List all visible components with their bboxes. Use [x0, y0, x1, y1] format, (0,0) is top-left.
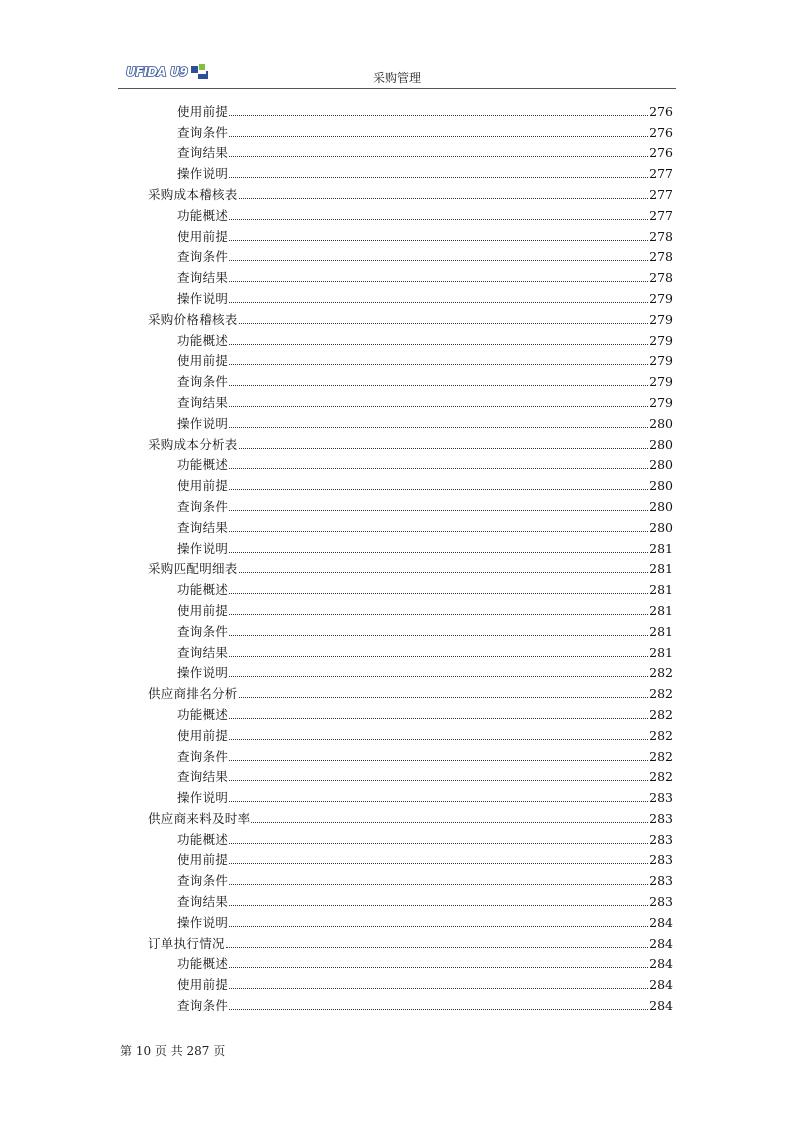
toc-entry-label: 供应商排名分析: [148, 686, 238, 702]
toc-entry-label: 使用前提: [177, 602, 229, 618]
toc-page-number: 281: [649, 623, 673, 639]
toc-entry-label: 查询条件: [177, 623, 229, 639]
toc-entry-label: 查询条件: [177, 873, 229, 889]
toc-entry-label: 使用前提: [177, 852, 229, 868]
toc-page-number: 280: [649, 457, 673, 473]
toc-entry-label: 功能概述: [177, 956, 229, 972]
toc-subsection-entry[interactable]: [148, 348, 673, 369]
toc-dot-leader: [229, 718, 648, 719]
toc-dot-leader: [229, 780, 648, 781]
toc-dot-leader: [229, 843, 648, 844]
toc-dot-leader: [229, 219, 648, 220]
toc-page-number: 282: [649, 769, 673, 785]
toc-entry-label: 查询条件: [177, 748, 229, 764]
toc-dot-leader: [229, 156, 648, 157]
toc-subsection-entry[interactable]: [148, 223, 673, 244]
toc-page-number: 282: [649, 665, 673, 681]
toc-entry-label: 操作说明: [177, 914, 229, 930]
toc-dot-leader: [239, 198, 649, 199]
toc-entry-label: 功能概述: [177, 831, 229, 847]
toc-page-number: 282: [649, 748, 673, 764]
toc-page-number: 283: [649, 790, 673, 806]
toc-entry-label: 查询条件: [177, 998, 229, 1014]
toc-page-number: 282: [649, 727, 673, 743]
toc-entry-label: 采购价格稽核表: [148, 311, 238, 327]
toc-page-number: 276: [649, 145, 673, 161]
toc-subsection-entry[interactable]: [148, 160, 673, 181]
page-header: [118, 56, 676, 89]
toc-entry-label: 使用前提: [177, 727, 229, 743]
toc-dot-leader: [239, 697, 649, 698]
toc-page-number: 280: [649, 478, 673, 494]
toc-subsection-entry[interactable]: [148, 244, 673, 265]
toc-page-number: 276: [649, 103, 673, 119]
toc-dot-leader: [229, 260, 648, 261]
toc-subsection-entry[interactable]: [148, 597, 673, 618]
toc-subsection-entry[interactable]: [148, 847, 673, 868]
toc-section-entry[interactable]: [148, 431, 673, 452]
toc-entry-label: 查询条件: [177, 124, 229, 140]
toc-subsection-entry[interactable]: [148, 701, 673, 722]
toc-page-number: 279: [649, 290, 673, 306]
toc-entry-label: 查询结果: [177, 145, 229, 161]
toc-entry-label: 采购成本分析表: [148, 436, 238, 452]
toc-page-number: 280: [649, 519, 673, 535]
table-of-contents: [148, 98, 673, 1013]
toc-dot-leader: [229, 240, 648, 241]
toc-entry-label: 查询结果: [177, 894, 229, 910]
toc-page-number: 284: [649, 998, 673, 1014]
toc-dot-leader: [229, 177, 648, 178]
toc-subsection-entry[interactable]: [148, 722, 673, 743]
toc-page-number: 283: [649, 810, 673, 826]
toc-entry-label: 功能概述: [177, 207, 229, 223]
toc-entry-label: 采购匹配明细表: [148, 561, 238, 577]
toc-page-number: 281: [649, 561, 673, 577]
toc-dot-leader: [229, 115, 648, 116]
toc-dot-leader: [229, 385, 648, 386]
toc-dot-leader: [229, 281, 648, 282]
toc-dot-leader: [226, 947, 648, 948]
toc-section-entry[interactable]: [148, 680, 673, 701]
toc-subsection-entry[interactable]: [148, 264, 673, 285]
toc-section-entry[interactable]: [148, 306, 673, 327]
toc-page-number: 277: [649, 207, 673, 223]
toc-entry-label: 功能概述: [177, 332, 229, 348]
toc-entry-label: 查询条件: [177, 498, 229, 514]
toc-entry-label: 查询结果: [177, 270, 229, 286]
toc-page-number: 277: [649, 186, 673, 202]
toc-page-number: 280: [649, 498, 673, 514]
toc-dot-leader: [251, 822, 648, 823]
toc-dot-leader: [229, 302, 648, 303]
toc-subsection-entry[interactable]: [148, 639, 673, 660]
toc-subsection-entry[interactable]: [148, 410, 673, 431]
toc-page-number: 278: [649, 228, 673, 244]
toc-page-number: 279: [649, 332, 673, 348]
toc-subsection-entry[interactable]: [148, 576, 673, 597]
toc-page-number: 280: [649, 436, 673, 452]
toc-subsection-entry[interactable]: [148, 98, 673, 119]
toc-section-entry[interactable]: [148, 181, 673, 202]
toc-dot-leader: [229, 406, 648, 407]
toc-page-number: 281: [649, 582, 673, 598]
toc-entry-label: 操作说明: [177, 290, 229, 306]
toc-dot-leader: [229, 801, 648, 802]
toc-subsection-entry[interactable]: [148, 971, 673, 992]
toc-entry-label: 使用前提: [177, 353, 229, 369]
toc-page-number: 277: [649, 166, 673, 182]
logo-text: UFIDA U9: [126, 65, 188, 79]
toc-page-number: 278: [649, 270, 673, 286]
toc-dot-leader: [229, 988, 648, 989]
toc-page-number: 283: [649, 831, 673, 847]
toc-entry-label: 使用前提: [177, 478, 229, 494]
toc-subsection-entry[interactable]: [148, 327, 673, 348]
toc-subsection-entry[interactable]: [148, 285, 673, 306]
toc-entry-label: 查询结果: [177, 394, 229, 410]
toc-dot-leader: [229, 635, 648, 636]
toc-page-number: 284: [649, 914, 673, 930]
toc-entry-label: 查询条件: [177, 374, 229, 390]
toc-page-number: 278: [649, 249, 673, 265]
toc-subsection-entry[interactable]: [148, 764, 673, 785]
toc-dot-leader: [229, 344, 648, 345]
toc-subsection-entry[interactable]: [148, 826, 673, 847]
toc-entry-label: 操作说明: [177, 665, 229, 681]
toc-page-number: 282: [649, 686, 673, 702]
toc-subsection-entry[interactable]: [148, 472, 673, 493]
toc-page-number: 283: [649, 873, 673, 889]
toc-entry-label: 使用前提: [177, 228, 229, 244]
toc-entry-label: 功能概述: [177, 457, 229, 473]
toc-page-number: 284: [649, 935, 673, 951]
toc-dot-leader: [229, 552, 648, 553]
toc-entry-label: 查询结果: [177, 769, 229, 785]
toc-page-number: 279: [649, 374, 673, 390]
toc-page-number: 281: [649, 602, 673, 618]
toc-entry-label: 操作说明: [177, 415, 229, 431]
toc-subsection-entry[interactable]: [148, 660, 673, 681]
toc-subsection-entry[interactable]: [148, 493, 673, 514]
toc-dot-leader: [229, 136, 648, 137]
toc-section-entry[interactable]: [148, 556, 673, 577]
toc-dot-leader: [229, 531, 648, 532]
toc-subsection-entry[interactable]: [148, 452, 673, 473]
toc-entry-label: 使用前提: [177, 103, 229, 119]
toc-page-number: 284: [649, 956, 673, 972]
toc-subsection-entry[interactable]: [148, 867, 673, 888]
toc-dot-leader: [239, 572, 649, 573]
toc-subsection-entry[interactable]: [148, 743, 673, 764]
toc-dot-leader: [229, 593, 648, 594]
toc-entry-label: 采购成本稽核表: [148, 186, 238, 202]
toc-entry-label: 查询条件: [177, 249, 229, 265]
toc-entry-label: 查询结果: [177, 644, 229, 660]
toc-entry-label: 操作说明: [177, 540, 229, 556]
toc-section-entry[interactable]: [148, 930, 673, 951]
toc-entry-label: 操作说明: [177, 166, 229, 182]
toc-dot-leader: [229, 468, 648, 469]
toc-page-number: 282: [649, 706, 673, 722]
toc-subsection-entry[interactable]: [148, 618, 673, 639]
toc-subsection-entry[interactable]: [148, 951, 673, 972]
toc-page-number: 281: [649, 540, 673, 556]
toc-subsection-entry[interactable]: [148, 119, 673, 140]
toc-subsection-entry[interactable]: [148, 784, 673, 805]
toc-page-number: 283: [649, 852, 673, 868]
toc-subsection-entry[interactable]: [148, 368, 673, 389]
toc-subsection-entry[interactable]: [148, 389, 673, 410]
toc-dot-leader: [239, 323, 649, 324]
toc-subsection-entry[interactable]: [148, 202, 673, 223]
toc-dot-leader: [229, 676, 648, 677]
toc-dot-leader: [229, 863, 648, 864]
toc-dot-leader: [229, 967, 648, 968]
toc-page-number: 284: [649, 977, 673, 993]
toc-dot-leader: [229, 364, 648, 365]
toc-page-number: 279: [649, 394, 673, 410]
document-title: 采购管理: [372, 71, 421, 85]
toc-section-entry[interactable]: [148, 805, 673, 826]
toc-entry-label: 供应商来料及时率: [148, 810, 251, 826]
toc-subsection-entry[interactable]: [148, 514, 673, 535]
toc-entry-label: 功能概述: [177, 706, 229, 722]
toc-dot-leader: [239, 448, 649, 449]
toc-subsection-entry[interactable]: [148, 535, 673, 556]
toc-dot-leader: [229, 614, 648, 615]
toc-subsection-entry[interactable]: [148, 888, 673, 909]
toc-dot-leader: [229, 1009, 648, 1010]
toc-page-number: 280: [649, 415, 673, 431]
toc-dot-leader: [229, 427, 648, 428]
toc-dot-leader: [229, 905, 648, 906]
toc-page-number: 281: [649, 644, 673, 660]
toc-dot-leader: [229, 656, 648, 657]
toc-subsection-entry[interactable]: [148, 909, 673, 930]
toc-page-number: 279: [649, 311, 673, 327]
toc-dot-leader: [229, 739, 648, 740]
toc-dot-leader: [229, 489, 648, 490]
page-footer: 第 10 页 共 287 页: [120, 1044, 226, 1058]
toc-page-number: 276: [649, 124, 673, 140]
toc-dot-leader: [229, 884, 648, 885]
toc-entry-label: 订单执行情况: [148, 935, 225, 951]
toc-dot-leader: [229, 926, 648, 927]
toc-entry-label: 查询结果: [177, 519, 229, 535]
toc-subsection-entry[interactable]: [148, 992, 673, 1013]
toc-dot-leader: [229, 760, 648, 761]
toc-dot-leader: [229, 510, 648, 511]
toc-page-number: 279: [649, 353, 673, 369]
toc-entry-label: 使用前提: [177, 977, 229, 993]
toc-subsection-entry[interactable]: [148, 140, 673, 161]
toc-entry-label: 功能概述: [177, 582, 229, 598]
toc-entry-label: 操作说明: [177, 790, 229, 806]
toc-page-number: 283: [649, 894, 673, 910]
